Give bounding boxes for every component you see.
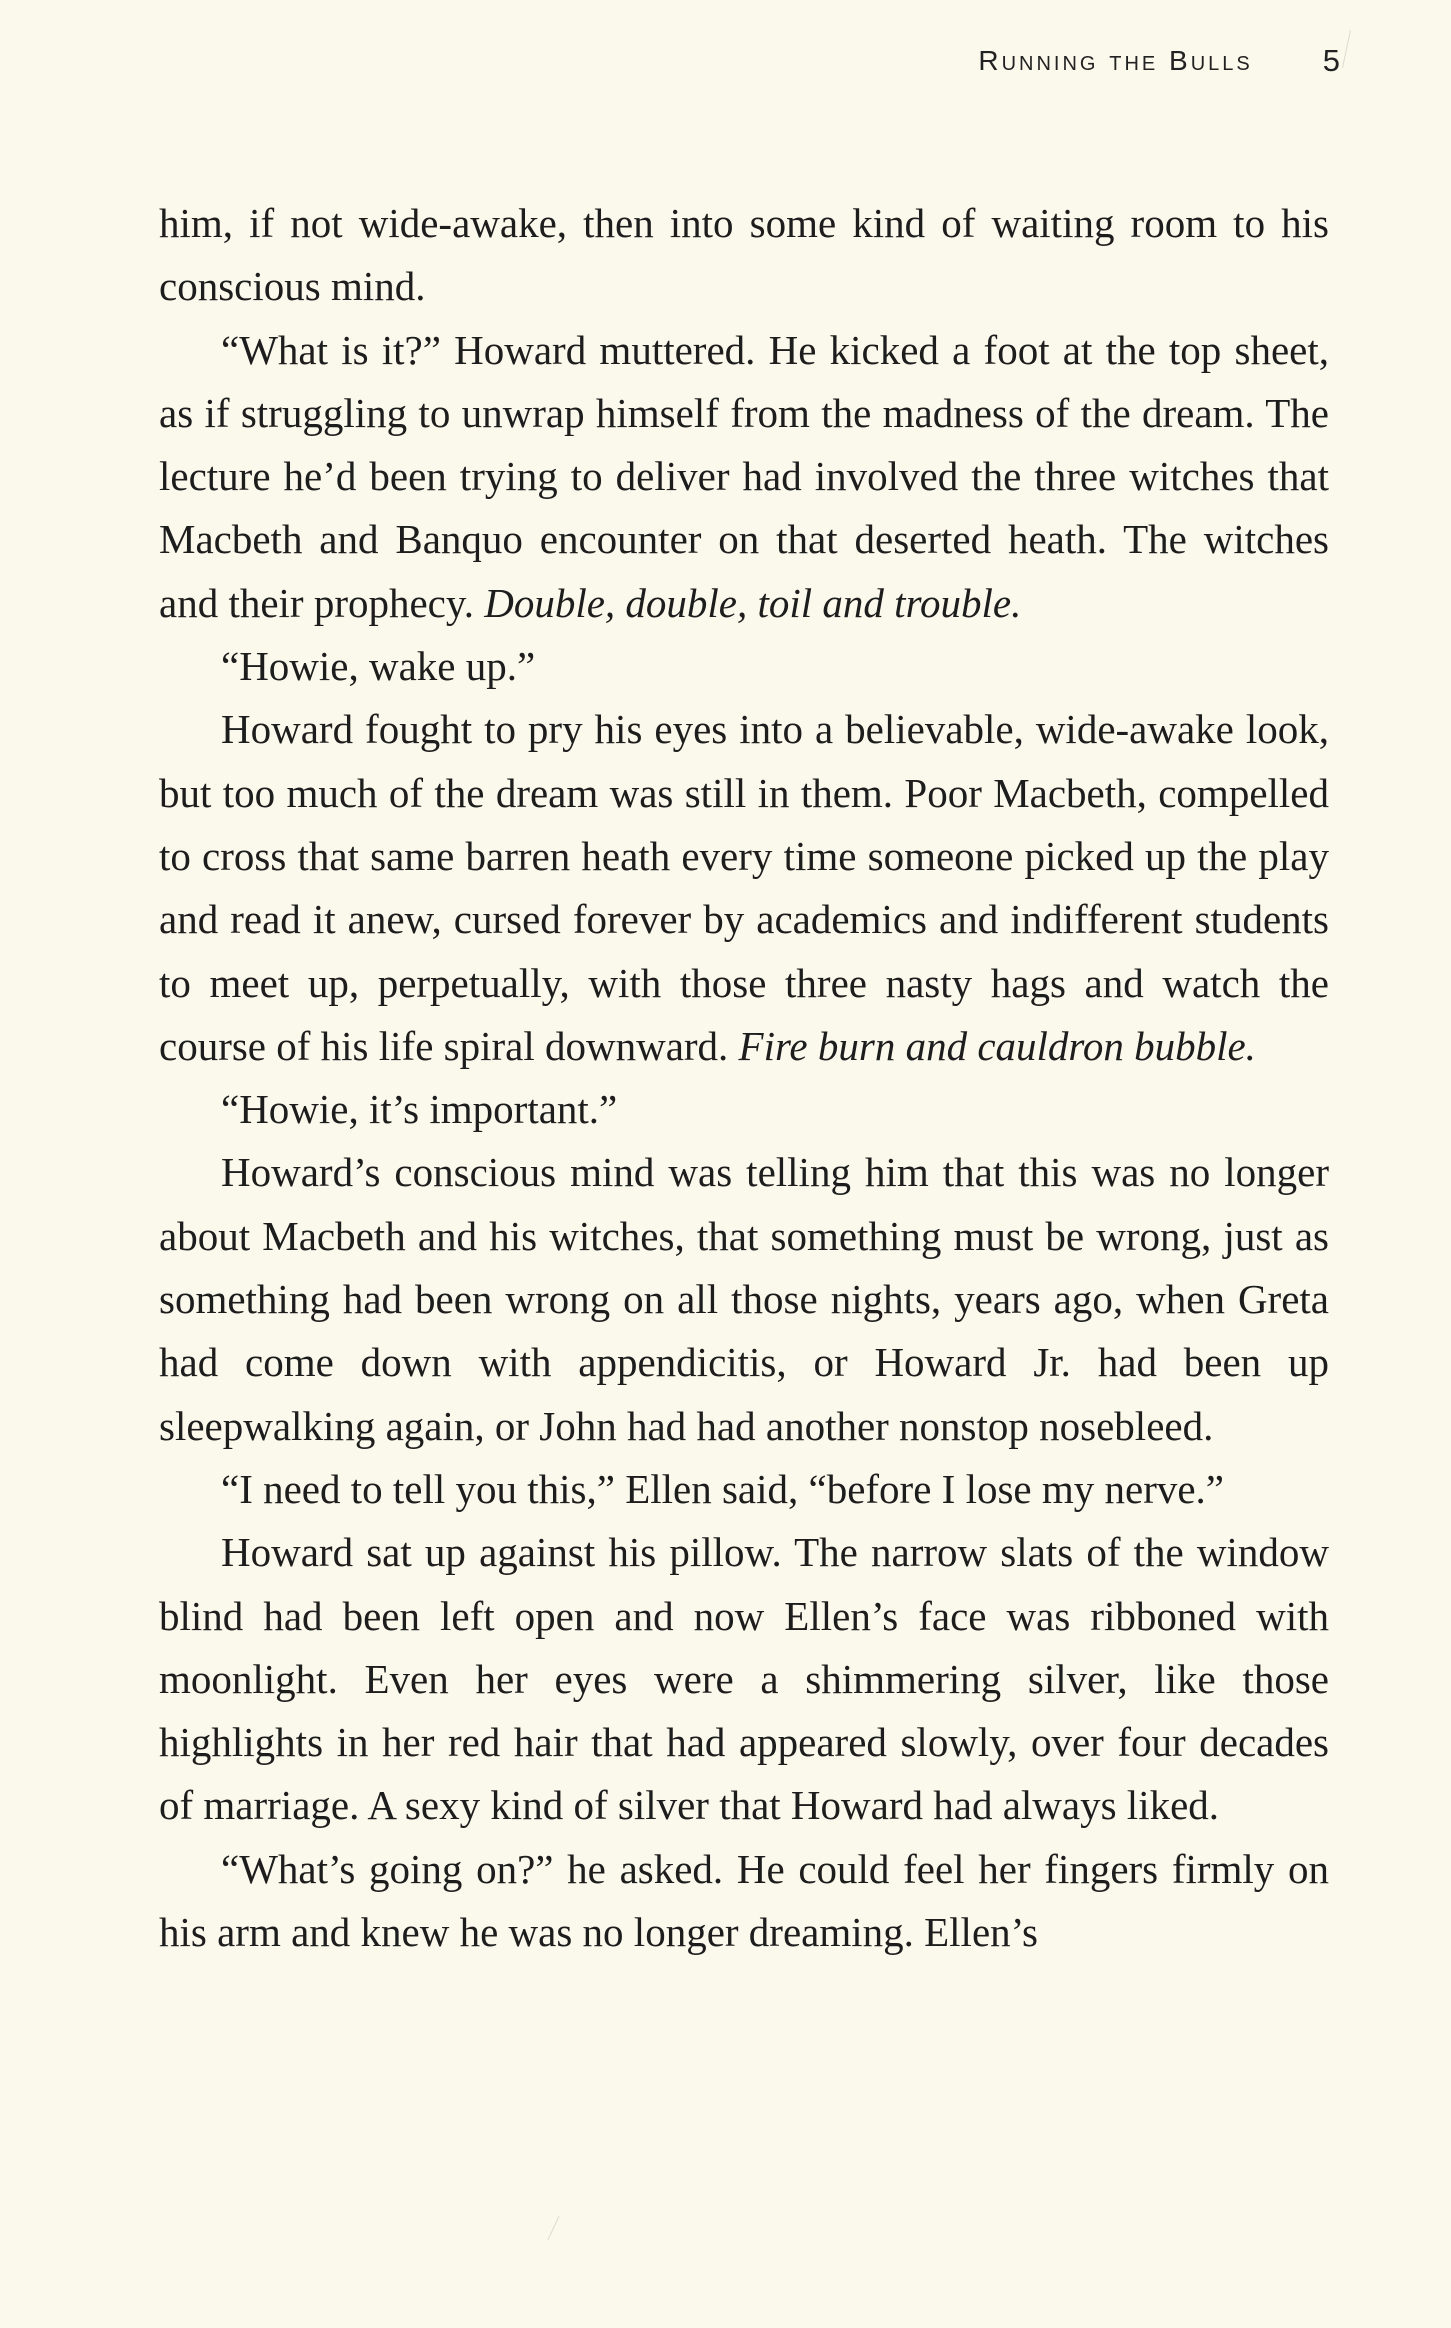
page-number: 5 <box>1322 43 1340 78</box>
paragraph: him, if not wide-awake, then into some kind of waiting room to his conscious mind. <box>159 200 1329 310</box>
running-head <box>800 36 1340 86</box>
paragraph: “Howie, it’s important.” <box>221 1086 618 1133</box>
italic-quote: Fire burn and cauldron bubble. <box>738 1022 1256 1069</box>
running-title: Running the Bulls <box>978 45 1253 76</box>
paragraph: Howard sat up against his pillow. The narrow slats of the window blind had been left open and now Ellen’s face was ribboned with moonlight. Even her eyes were a shimmering silver, like those highlights in her red hair that had appeared slowly, over four decades of marriage. A sexy kind of silver that Howard had always liked. <box>159 1529 1329 1829</box>
paragraph: Howard fought to pry his eyes into a believable, wide-awake look, but too much of the dream was still in them. Poor Macbeth, compelled to cross that same barren heath every time someone picked up the play and read it anew, cursed forever by academics and indifferent students to meet up, perpetually, with those three nasty hags and watch the course of his life spiral downward. Fire burn and cauldron bubble. <box>159 706 1329 1069</box>
scan-mark <box>1342 30 1351 67</box>
paragraph: “What’s going on?” he asked. He could feel her fingers firmly on his arm and knew he was no longer dreaming. Ellen’s <box>159 1845 1329 1956</box>
scan-mark <box>548 2216 560 2240</box>
paragraph: “I need to tell you this,” Ellen said, “before I lose my nerve.” <box>221 1465 1224 1512</box>
paragraph: “What is it?” Howard muttered. He kicked a foot at the top sheet, as if struggling to unwrap himself from the madness of the dream. The lecture he’d been trying to deliver had involved the three witches that Macbeth and Banquo encounter on that deserted heath. The witches and their prophecy. Double, double, toil and trouble. <box>159 326 1329 626</box>
body-text <box>159 192 1329 1964</box>
paragraph: “Howie, wake up.” <box>221 643 536 690</box>
italic-quote: Double, double, toil and trouble. <box>484 579 1022 626</box>
paragraph: Howard’s conscious mind was telling him that this was no longer about Macbeth and his witches, that something must be wrong, just as something had been wrong on all those nights, years ago, when Greta had come down with appendicitis, or Howard Jr. had been up sleepwalking again, or John had had another nonstop nosebleed. <box>159 1149 1329 1449</box>
